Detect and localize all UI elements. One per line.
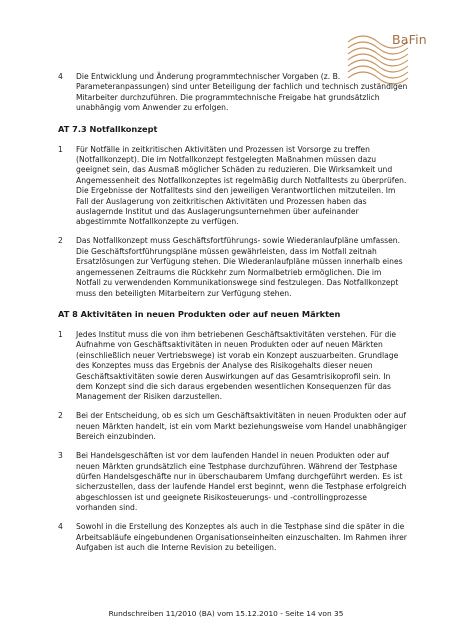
paragraph-number: 3 <box>58 451 63 461</box>
paragraph-number: 2 <box>58 236 63 246</box>
paragraph-text: Sowohl in die Erstellung des Konzeptes als auch in die Testphase sind die später in die Arbeitsabläufe eingebundenen Organisationseinheiten einzuschalten. Im Rahmen ihrer Aufgaben ist auch die Interne Revision zu beteiligen. <box>76 522 407 552</box>
paragraph-number: 4 <box>58 72 63 81</box>
paragraph-item <box>58 72 408 114</box>
logo-wordmark: BaFin <box>392 32 427 47</box>
paragraph-text: Bei Handelsgeschäften ist vor dem laufenden Handel in neuen Produkten oder auf neuen Märkten grundsätzlich eine Testphase durchzuführen. Während der Testphase dürfen Handelsgeschäfte nur in überschaubarem Umfang durchgeführt werden. Es ist sicherzustellen, dass der laufende Handel erst beginnt, wenn die Testphase erfolgreich abgeschlossen ist und geeignete Risikosteuerungs- und -controllingprozesse vorhanden sind. <box>76 451 407 513</box>
section-heading: AT 8 Aktivitäten in neuen Produkten oder auf neuen Märkten <box>58 308 341 319</box>
paragraph-number: 1 <box>58 329 63 339</box>
paragraph-number: 4 <box>58 522 63 532</box>
paragraph-number: 1 <box>58 144 63 154</box>
paragraph-number: 2 <box>58 411 63 421</box>
paragraph-text: Das Notfallkonzept muss Geschäftsfortführungs- sowie Wiederanlaufpläne umfassen. Die Geschäftsfortführungspläne müssen gewährleisten, dass im Notfall zeitnah Ersatzlösungen zur Verfügung stehen. Die Wiederanlaufpläne müssen innerhalb eines angemessenen Zeitraums die Rückkehr zum Normalbetrieb ermöglichen. Die im Notfall zu verwendenden Kommunikationswege sind festzulegen. Das Notfallkonzept muss den beteiligten Mitarbeitern zur Verfügung stehen. <box>76 236 403 298</box>
paragraph-item <box>58 236 408 298</box>
paragraph-item <box>58 145 408 228</box>
paragraph-item <box>58 451 408 513</box>
paragraph-text: Jedes Institut muss die von ihm betriebenen Geschäftsaktivitäten verstehen. Für die Aufnahme von Geschäftsaktivitäten in neuen Produkten oder auf neuen Märkten (einschließlich neuer Vertriebswege) ist vorab ein Konzept auszuarbeiten. Grundlage des Konzeptes muss das Ergebnis der Analyse des Risikogehalts dieser neuen Geschäftsaktivitäten sowie deren Auswirkungen auf das Gesamtrisikoprofil sein. In dem Konzept sind die sich daraus ergebenden wesentlichen Konsequenzen für das Management der Risiken darzustellen. <box>76 329 399 402</box>
page-footer: Rundschreiben 11/2010 (BA) vom 15.12.2010 - Seite 14 von 35 <box>108 609 344 618</box>
document-body <box>58 72 408 562</box>
paragraph-text: Bei der Entscheidung, ob es sich um Geschäftsaktivitäten in neuen Produkten oder auf neuen Märkten handelt, ist ein vom Markt beziehungsweise vom Handel unabhängiger Bereich einzubinden. <box>76 411 407 442</box>
paragraph-item <box>58 330 408 403</box>
section-heading: AT 7.3 Notfallkonzept <box>58 123 158 134</box>
paragraph-text: Für Notfälle in zeitkritischen Aktivitäten und Prozessen ist Vorsorge zu treffen (Notfallkonzept). Die im Notfallkonzept festgelegten Maßnahmen müssen dazu geeignet sein, das Ausmaß möglicher Schäden zu reduzieren. Die Wirksamkeit und Angemessenheit des Notfallkonzeptes ist regelmäßig durch Notfalltests zu überprüfen. Die Ergebnisse der Notfalltests sind den jeweiligen Verantwortlichen mitzuteilen. Im Fall der Auslagerung von zeitkritischen Aktivitäten und Prozessen haben das auslagernde Institut und das Auslagerungsunternehmen über aufeinander abgestimmte Notfallkonzepte zu verfügen. <box>76 144 407 227</box>
paragraph-item <box>58 411 408 442</box>
paragraph-item <box>58 522 408 553</box>
paragraph-text: Die Entwicklung und Änderung programmtechnischer Vorgaben (z. B. Parameteranpassungen) sind unter Beteiligung der fachlich und technisch zuständigen Mitarbeiter durchzuführen. Die programmtechnische Freigabe hat grundsätzlich unabhängig vom Anwender zu erfolgen. <box>76 72 408 113</box>
